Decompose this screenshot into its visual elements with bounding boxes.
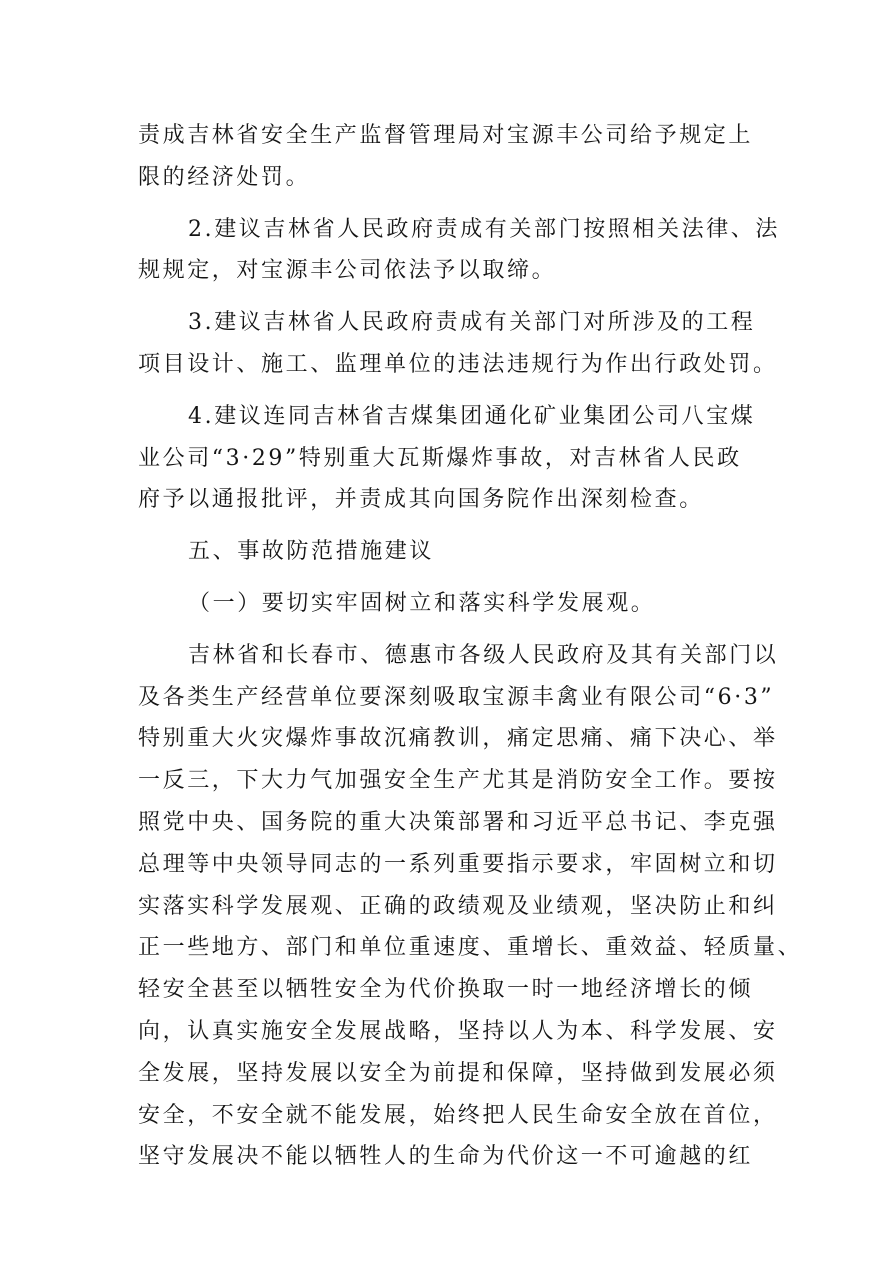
subsection-heading [138, 583, 764, 625]
text-line: 全发展，坚持发展以安全为前提和保障，坚持做到发展必须 [138, 1060, 778, 1086]
text-line: 轻安全甚至以牺牲安全为代价换取一时一地经济增长的倾 [138, 977, 754, 1003]
text-line: 2.建议吉林省人民政府责成有关部门按照相关法律、法 [188, 216, 780, 242]
section-heading [138, 531, 764, 573]
paragraph-item-4 [138, 396, 764, 521]
text-line: 项目设计、施工、监理单位的违法违规行为作出行政处罚。 [138, 351, 778, 377]
text-line: 规规定，对宝源丰公司依法予以取缔。 [138, 258, 557, 284]
text-line: 业公司“3·29”特别重大瓦斯爆炸事故，对吉林省人民政 [138, 445, 742, 471]
text-line: 吉林省和长春市、德惠市各级人民政府及其有关部门以 [188, 642, 779, 668]
text-line: 坚守发展决不能以牺牲人的生命为代价这一不可逾越的红 [138, 1144, 754, 1170]
text-line: 府予以通报批评，并责成其向国务院作出深刻检查。 [138, 487, 704, 513]
text-line: 限的经济处罚。 [138, 164, 311, 190]
text-line: 照党中央、国务院的重大决策部署和习近平总书记、李克强 [138, 809, 778, 835]
paragraph-item-3 [138, 302, 778, 386]
text-line: 向，认真实施安全发展战略，坚持以人为本、科学发展、安 [138, 1018, 778, 1044]
paragraph-item-2 [138, 209, 780, 293]
paragraph-penalty-continuation [138, 115, 764, 199]
paragraph-subsection-1-body [138, 635, 803, 1178]
section-5-heading: 五、事故防范措施建议 [188, 539, 435, 565]
text-line: 责成吉林省安全生产监督管理局对宝源丰公司给予规定上 [138, 123, 754, 148]
text-line: 正一些地方、部门和单位重速度、重增长、重效益、轻质量、 [138, 935, 803, 961]
text-line: 实落实科学发展观、正确的政绩观及业绩观，坚决防止和纠 [138, 893, 778, 919]
subsection-1-heading: （一）要切实牢固树立和落实科学发展观。 [188, 590, 656, 616]
text-line: 安全，不安全就不能发展，始终把人民生命安全放在首位， [138, 1102, 778, 1128]
text-line: 一反三，下大力气加强安全生产尤其是消防安全工作。要按 [138, 768, 778, 794]
text-line: 总理等中央领导同志的一系列重要指示要求，牢固树立和切 [138, 851, 778, 877]
text-line: 4.建议连同吉林省吉煤集团通化矿业集团公司八宝煤 [188, 403, 756, 429]
text-line: 特别重大火灾爆炸事故沉痛教训，痛定思痛、痛下决心、举 [138, 726, 778, 752]
text-line: 3.建议吉林省人民政府责成有关部门对所涉及的工程 [188, 310, 756, 336]
text-line: 及各类生产经营单位要深刻吸取宝源丰禽业有限公司“6·3” [138, 684, 775, 710]
document-body [138, 115, 803, 1178]
